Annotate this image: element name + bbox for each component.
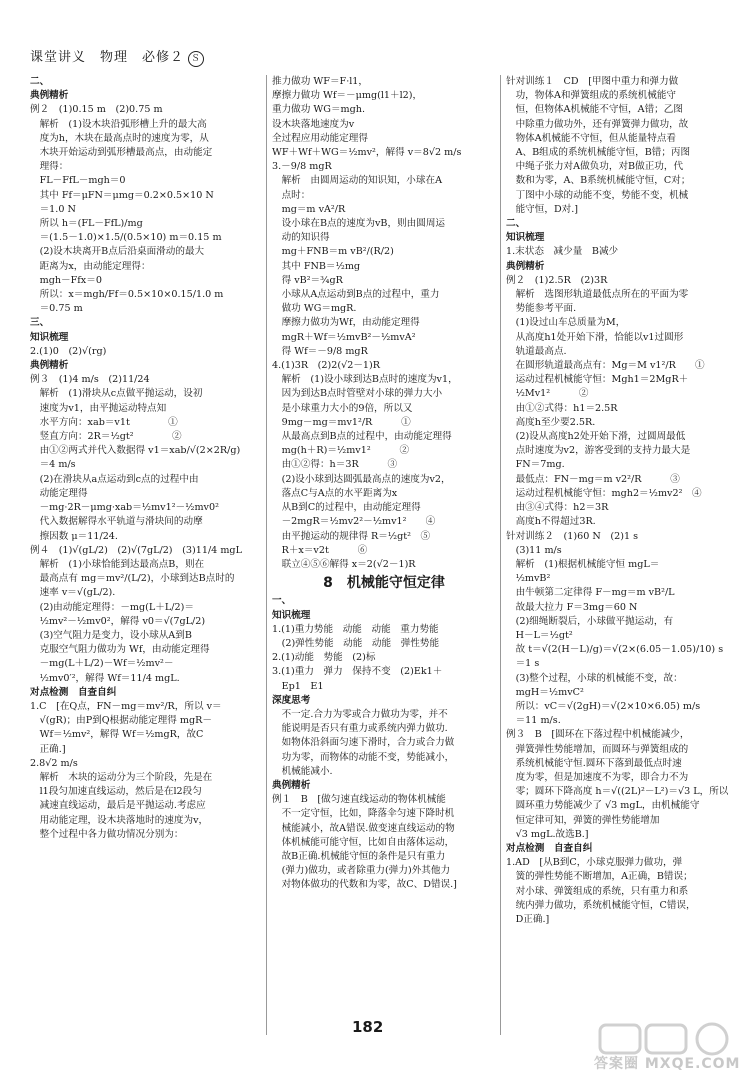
text-line: 2.8√2 m/s [30, 757, 78, 769]
text-line: 点时： [272, 189, 311, 201]
text-line: (弹力)做功，或者除重力(弹力)外其他力 [272, 865, 451, 877]
text-line: 落点C与A点的水平距离为x [272, 487, 398, 499]
text-line: 三、 [30, 317, 50, 329]
text-line: 是小球重力大小的9倍，所以又 [272, 402, 413, 414]
text-line: 高度h不得超过3R. [506, 516, 596, 528]
column-divider [266, 75, 267, 1035]
text-line: 1.(1)重力势能 动能 动能 重力势能 [272, 623, 439, 635]
text-line: 例４ (1)√(gL/2) (2)√(7gL/2) (3)11/4 mgL [30, 544, 242, 556]
text-line: 联立④⑤⑥解得 x＝2(√2－1)R [272, 558, 416, 570]
text-line: 由牛顿第二定律得 F－mg＝m vB²/L [506, 587, 675, 599]
text-line: 二、 [30, 76, 50, 87]
text-line: 木块开始运动到弧形槽最高点，由动能定 [30, 147, 213, 159]
text-line: 解析 (1)设小球到达B点时的速度为v1， [272, 374, 458, 386]
chapter-title: 8 机械能守恒定律 [323, 575, 445, 592]
text-line: 全过程应用动能定理得 [272, 132, 368, 144]
text-line: Ep1 E1 [272, 680, 324, 692]
text-line: －mg·2R－μmg·xab＝½mv1²－½mv0² [30, 502, 219, 514]
text-line: ＝1.0 N [30, 203, 76, 215]
text-line: 其中 Ff＝μFN＝μmg＝0.2×0.5×10 N [30, 189, 214, 201]
text-line: 解析 (1)滑块从c点做平抛运动，设初 [30, 388, 203, 400]
text-line: 由①②式得：h1＝2.5R [506, 402, 618, 414]
text-line: 用动能定理，设木块落地时的速度为v， [30, 814, 209, 826]
column-right [506, 75, 728, 1035]
text-line: √3 mgL.故选B.] [506, 828, 589, 840]
text-line: (2)由动能定理得：－mg(L＋L/2)＝ [30, 601, 194, 613]
text-line: 摩擦力做功为Wf，由动能定理得 [272, 317, 420, 329]
text-line: 在圆形轨道最高点有：Mg＝M v1²/R ① [506, 360, 705, 372]
text-line: 擦因数 μ＝11/24. [30, 530, 118, 542]
text-line: 解析 选图形轨道最低点所在的平面为零 [506, 289, 689, 301]
text-line: －2mgR＝½mv2²－½mv1² ④ [272, 516, 436, 528]
text-line: 丁图中小球的动能不变，势能不变，机械 [506, 189, 689, 201]
text-line: D正确.] [506, 913, 550, 925]
text-line: 正确.] [30, 743, 66, 755]
text-line: 如物体沿斜面匀速下滑时，合力或合力做 [272, 737, 455, 749]
text-line: 高度h至少要2.5R. [506, 416, 596, 428]
text-line: 功为零，而物体的动能不变，势能减小， [272, 751, 455, 763]
text-line: A、B组成的系统机械能守恒，B错；丙图 [506, 147, 691, 159]
text-line: 从高度h1处开始下滑，恰能以v1过圆形 [506, 331, 684, 343]
text-line: 最高点有 mg＝mv²/(L/2)，小球到达B点时的 [30, 573, 235, 585]
text-line: 势能参考平面. [506, 303, 577, 315]
page-number: 182 [352, 1018, 384, 1036]
text-line: 从B到C的过程中，由动能定理得 [272, 502, 421, 514]
text-line: 解析 (1)根据机械能守恒 mgL＝ [506, 558, 660, 570]
text-line: 恒定律可知，弹簧的弹性势能增加 [506, 814, 660, 826]
text-line: 功，物体A和弹簧组成的系统机械能守 [506, 90, 677, 102]
text-line: mgH＝½mvC² [506, 686, 584, 698]
text-line: －mg(L＋L/2)－Wf＝½mv²－ [30, 658, 174, 670]
text-line: 2.(1)0 (2)√(rg) [30, 345, 107, 357]
text-line: mg＋FNB＝m vB²/(R/2) [272, 246, 394, 258]
text-line: ½Mv1² ② [506, 388, 589, 400]
text-line: 4.(1)3R (2)2(√2－1)R [272, 360, 380, 372]
text-line: 所以：vC＝√(2gH)＝√(2×10×6.05) m/s [506, 700, 701, 712]
text-line: ＝4 m/s [30, 459, 76, 471]
text-line: 圆环重力势能减少了 √3 mgL，由机械能守 [506, 800, 700, 812]
text-line: 做功 WG＝mgR. [272, 303, 357, 315]
text-line: √(gR)；由P到Q根据动能定理得 mgR－ [30, 715, 212, 727]
text-line: 其中 FNB＝½mg [272, 260, 361, 272]
text-line: (2)弹性势能 动能 动能 弹性势能 [272, 637, 440, 649]
page-header [30, 46, 204, 67]
text-line: 中除重力做功外，还有弹簧弹力做功，故 [506, 118, 689, 130]
text-line: 推力做功 WF＝F·l1， [272, 76, 369, 87]
text-line: ＝(1.5－1.0)×1.5/(0.5×10) m＝0.15 m [30, 232, 222, 244]
text-line: 故最大拉力 F＝3mg＝60 N [506, 601, 638, 613]
text-line: 9mg－mg＝mv1²/R ① [272, 416, 411, 428]
text-line: 点时速度为v2，游客受到的支持力最大是 [506, 445, 691, 457]
text-line: 运动过程机械能守恒：Mgh1＝2MgR＋ [506, 374, 689, 386]
text-line: 由③④式得：h2＝3R [506, 502, 609, 514]
text-line: 得 Wf＝－9/8 mgR [272, 345, 368, 357]
text-line: 数和为零，A、B系统机械能守恒，C对； [506, 175, 691, 187]
text-line: 由①②得：h＝3R ③ [272, 459, 398, 471]
text-line: 代入数据解得水平轨道与滑块间的动摩 [30, 516, 203, 528]
text-line: 知识梳理 [30, 331, 69, 343]
text-line: 解析 (1)小球恰能到达最高点B，则在 [30, 558, 205, 570]
text-line: ＝1 s [506, 658, 540, 670]
text-line: 重力做功 WG＝mgh. [272, 104, 366, 116]
text-line: (2)在滑块从a点运动到c点的过程中由 [30, 473, 199, 485]
text-line: 统内弹力做功，系统机械能守恒，C错误， [506, 899, 696, 911]
text-line: 典例精析 [30, 360, 69, 372]
text-line: 小球从A点运动到B点的过程中，重力 [272, 289, 440, 301]
text-line: ½mv²－½mv0²，解得 v0＝√(7gL/2) [30, 615, 206, 627]
text-line: 整个过程中各力做功情况分别为： [30, 828, 184, 840]
watermark-text: 答案圈 MXQE.COM [594, 1056, 741, 1072]
text-line: 例２ (1)2.5R (2)3R [506, 274, 608, 286]
text-line: 所以：x＝mgh/Ff＝0.5×10×0.15/1.0 m [30, 289, 224, 301]
text-line: 从最高点到B点的过程中，由动能定理得 [272, 431, 452, 443]
text-line: mgR＋Wf＝½mvB²－½mvA² [272, 331, 416, 343]
text-line: 系统机械能守恒.圆环下落到最低点时速 [506, 757, 682, 769]
text-line: ½mv0′²，解得 Wf＝11/4 mgL. [30, 672, 180, 684]
text-line: l1段匀加速直线运动，然后是在l2段匀 [30, 786, 202, 798]
text-line: mgh－Ffx＝0 [30, 274, 102, 286]
text-line: 不一定.合力为零或合力做功为零，并不 [272, 708, 448, 720]
text-line: 对点检测 自查自纠 [506, 842, 593, 854]
text-line: 典例精析 [30, 90, 69, 102]
text-line: 克服空气阻力做功为 Wf，由动能定理得 [30, 644, 210, 656]
text-line: 簧的弹性势能不断增加，A正确，B错误； [506, 871, 693, 883]
text-line: 故B正确.机械能守恒的条件是只有重力 [272, 850, 446, 862]
text-line: 轨道最高点. [506, 345, 567, 357]
text-line: (3)11 m/s [506, 544, 562, 556]
text-line: 3.(1)重力 弹力 保持不变 (2)Ek1＋ [272, 666, 443, 678]
text-line: 典例精析 [272, 779, 311, 791]
text-line: 解析 木块的运动分为三个阶段，先是在 [30, 771, 213, 783]
text-line: 度为零，但是加速度不为零，即合力不为 [506, 771, 689, 783]
text-line: 深度思考 [272, 694, 311, 706]
text-line: (3)整个过程，小球的机械能不变，故： [506, 672, 683, 684]
text-line: 针对训练２ (1)60 N (2)1 s [506, 530, 639, 542]
text-line: H－L＝½gt² [506, 629, 573, 641]
text-line: 得 vB²＝¾gR [272, 274, 343, 286]
text-line: 知识梳理 [272, 609, 311, 621]
text-line: 一、 [272, 595, 292, 607]
text-line: 二、 [506, 218, 526, 230]
column-divider [500, 75, 501, 1035]
text-line: 动能定理得 [30, 487, 88, 499]
column-middle [272, 75, 496, 1035]
text-line: 体机械能可能守恒，比如自由落体运动， [272, 836, 455, 848]
text-line: 典例精析 [506, 260, 545, 272]
text-line: 设小球在B点的速度为vB，则由圆周运 [272, 218, 446, 230]
text-line: 1.AD [从B到C，小球克服弹力做功，弹 [506, 857, 683, 869]
text-line: ＝0.75 m [30, 303, 83, 315]
edition-badge-icon: Ｓ [188, 51, 204, 67]
text-line: 减速直线运动，最后是平抛运动.考虑应 [30, 800, 206, 812]
text-line: 理得： [30, 161, 69, 173]
text-line: 物体A机械能不守恒，但从能量特点看 [506, 132, 677, 144]
text-line: R＋x＝v2t ⑥ [272, 544, 368, 556]
text-line: (2)细绳断裂后，小球做平抛运动，有 [506, 615, 674, 627]
text-line: 动的知识得 [272, 232, 330, 244]
header-text: 课堂讲义 物理 必修２ [30, 50, 185, 65]
text-line: 运动过程机械能守恒：mgh2＝½mv2² ④ [506, 487, 702, 499]
text-line: ½mvB² [506, 573, 551, 585]
text-line: 设木块落地速度为v [272, 118, 355, 130]
text-line: WF＋Wf＋WG＝½mv²，解得 v＝8√2 m/s [272, 147, 462, 159]
text-line: 零；圆环下降高度 h＝√((2L)²－L²)＝√3 L，所以 [506, 786, 728, 798]
text-line: (2)设木块离开B点后沿桌面滑动的最大 [30, 246, 205, 258]
text-line: 速度为v1，由平抛运动特点知 [30, 402, 167, 414]
text-line: (2)设小球到达圆弧最高点的速度为v2， [272, 473, 451, 485]
text-line: 能说明是否只有重力或系统内弹力做功. [272, 723, 448, 735]
text-line: 解析 (1)设木块沿弧形槽上升的最大高 [30, 118, 207, 130]
text-line: 例２ (1)0.15 m (2)0.75 m [30, 104, 163, 116]
text-line: FL－FfL－mgh＝0 [30, 175, 126, 187]
text-line: 距离为x，由动能定理得： [30, 260, 151, 272]
text-line: 针对训练１ CD [甲图中重力和弹力做 [506, 76, 679, 87]
text-line: 度为h，木块在最高点时的速度为零，从 [30, 132, 209, 144]
text-line: 例３ (1)4 m/s (2)11/24 [30, 374, 150, 386]
text-line: 1.末状态 减少量 B减少 [506, 246, 619, 258]
watermark-logo [594, 1021, 744, 1073]
text-line: 对小球、弹簧组成的系统，只有重力和系 [506, 885, 689, 897]
text-line: (2)设从高度h2处开始下滑，过圆周最低 [506, 431, 686, 443]
text-line: 故 t＝√(2(H－L)/g)＝√(2×(6.05－1.05)/10) s [506, 644, 724, 656]
text-line: 机械能减小. [272, 765, 333, 777]
text-line: 中绳子张力对A做负功，对B做正功，代 [506, 161, 684, 173]
text-line: 知识梳理 [506, 232, 545, 244]
text-line: 能守恒，D对.] [506, 203, 579, 215]
text-line: 恒，但物体A机械能不守恒，A错；乙图 [506, 104, 683, 116]
text-line: (1)设过山车总质量为M， [506, 317, 626, 329]
text-line: 3.－9/8 mgR [272, 161, 332, 173]
text-line: 械能减小，故A错误.做变速直线运动的物 [272, 822, 455, 834]
text-line: 例１ B [做匀速直线运动的物体机械能 [272, 794, 446, 806]
text-line: (3)空气阻力是变力，设小球从A到B [30, 629, 192, 641]
text-line: 解析 由圆周运动的知识知，小球在A [272, 175, 443, 187]
text-line: 水平方向：xab＝v1t ① [30, 416, 178, 428]
text-line: Wf＝½mv²，解得 Wf＝½mgR，故C [30, 729, 204, 741]
text-line: ＝11 m/s. [506, 715, 561, 727]
text-line: mg(h＋R)＝½mv1² ② [272, 445, 410, 457]
text-line: 最低点：FN－mg＝m v2²/R ③ [506, 473, 680, 485]
text-line: 不一定守恒，比如，降落伞匀速下降时机 [272, 808, 455, 820]
column-left [30, 75, 262, 1035]
text-line: 对物体做功的代数和为零，故C、D错误.] [272, 879, 457, 891]
text-line: 因为到达B点时管壁对小球的弹力大小 [272, 388, 443, 400]
text-line: 2.(1)动能 势能 (2)标 [272, 652, 376, 664]
text-line: 速率 v＝√(gL/2). [30, 587, 116, 599]
text-line: 由①②两式并代入数据得 v1＝xab/√(2×2R/g) [30, 445, 241, 457]
text-line: 所以 h＝(FL－FfL)/mg [30, 218, 143, 230]
text-line: FN＝7mg. [506, 459, 565, 471]
text-line: 例３ B [圆环在下落过程中机械能减少， [506, 729, 690, 741]
text-line: 由平抛运动的规律得 R＝½gt² ⑤ [272, 530, 431, 542]
text-line: 摩擦力做功 Wf＝－μmg(l1＋l2)， [272, 90, 423, 102]
text-line: 竖直方向：2R＝½gt² ② [30, 431, 182, 443]
text-line: 对点检测 自查自纠 [30, 686, 117, 698]
text-line: 弹簧弹性势能增加，而圆环与弹簧组成的 [506, 743, 689, 755]
text-line: 1.C [在Q点，FN－mg＝mv²/R，所以 v＝ [30, 700, 222, 712]
text-line: mg＝m vA²/R [272, 203, 346, 215]
